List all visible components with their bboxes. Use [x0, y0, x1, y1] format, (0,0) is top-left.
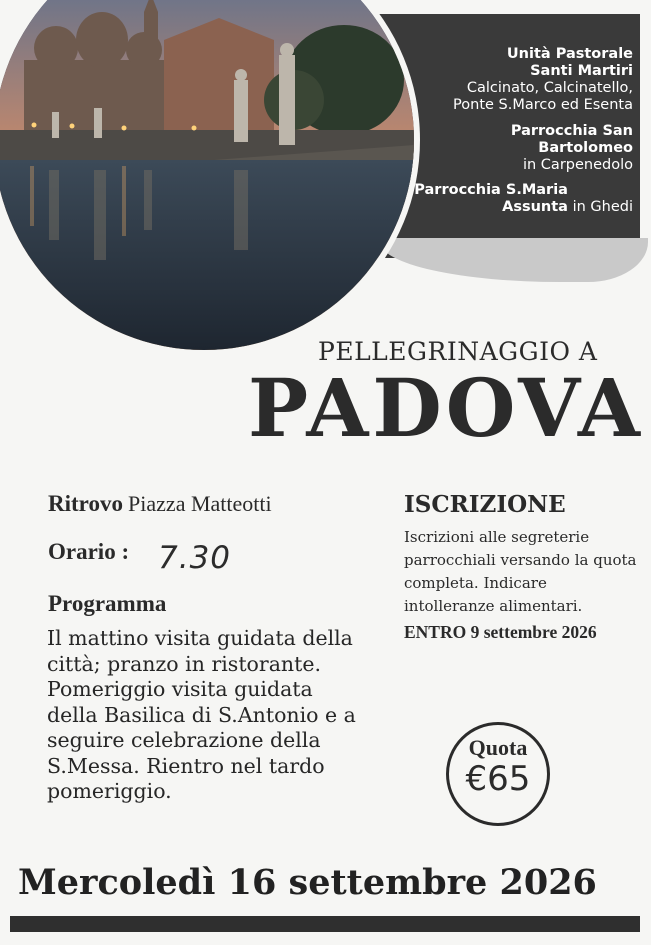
ritrovo-row [48, 491, 272, 517]
quota-label: Quota [468, 735, 528, 760]
header-grey-wave [380, 238, 648, 282]
parish-1-line-1: Calcinato, Calcinatello, [466, 80, 633, 96]
iscrizione-title: ISCRIZIONE [404, 491, 566, 518]
orario-row [48, 539, 129, 565]
padova-photo [0, 0, 414, 350]
iscrizione-deadline: ENTRO 9 settembre 2026 [404, 622, 597, 642]
programma-label: Programma [48, 591, 167, 616]
title-city: PADOVA [248, 361, 644, 455]
parish-3-name: Parrocchia S.Maria Assunta [414, 182, 568, 215]
parish-unita-pastorale [453, 46, 633, 114]
ritrovo-value: Piazza Matteotti [128, 491, 272, 516]
orario-label: Orario : [48, 539, 130, 564]
parish-2-name: Parrocchia San Bartolomeo [510, 123, 633, 156]
quota-badge [446, 722, 550, 826]
iscrizione-text: Iscrizioni alle segreterie parrocchiali versando la quota completa. Indicare intolleranze alimentari. [404, 528, 637, 615]
parish-carpenedolo [473, 123, 633, 174]
bottom-bar [10, 916, 640, 932]
orario-value: 7.30 [158, 540, 232, 576]
ritrovo-label: Ritrovo [48, 491, 123, 516]
parish-1-name: Unità Pastorale Santi Martiri [506, 46, 633, 79]
quota-price: €65 [465, 759, 531, 799]
prato-della-valle-image [0, 0, 414, 350]
parish-ghedi [388, 182, 633, 216]
parish-2-place: in Carpenedolo [522, 157, 633, 173]
parish-1-line-2: Ponte S.Marco ed Esenta [453, 97, 633, 113]
parish-3-place: in Ghedi [572, 199, 633, 215]
title-pellegrinaggio: PELLEGRINAGGIO A [318, 337, 598, 366]
programma-text: Il mattino visita guidata della città; pranzo in ristorante. Pomeriggio visita guidata della Basilica di S.Antonio e a seguire celebrazione della S.Messa. Rientro nel tardo pomeriggio. [47, 626, 356, 803]
event-date: Mercoledì 16 settembre 2026 [18, 862, 597, 903]
